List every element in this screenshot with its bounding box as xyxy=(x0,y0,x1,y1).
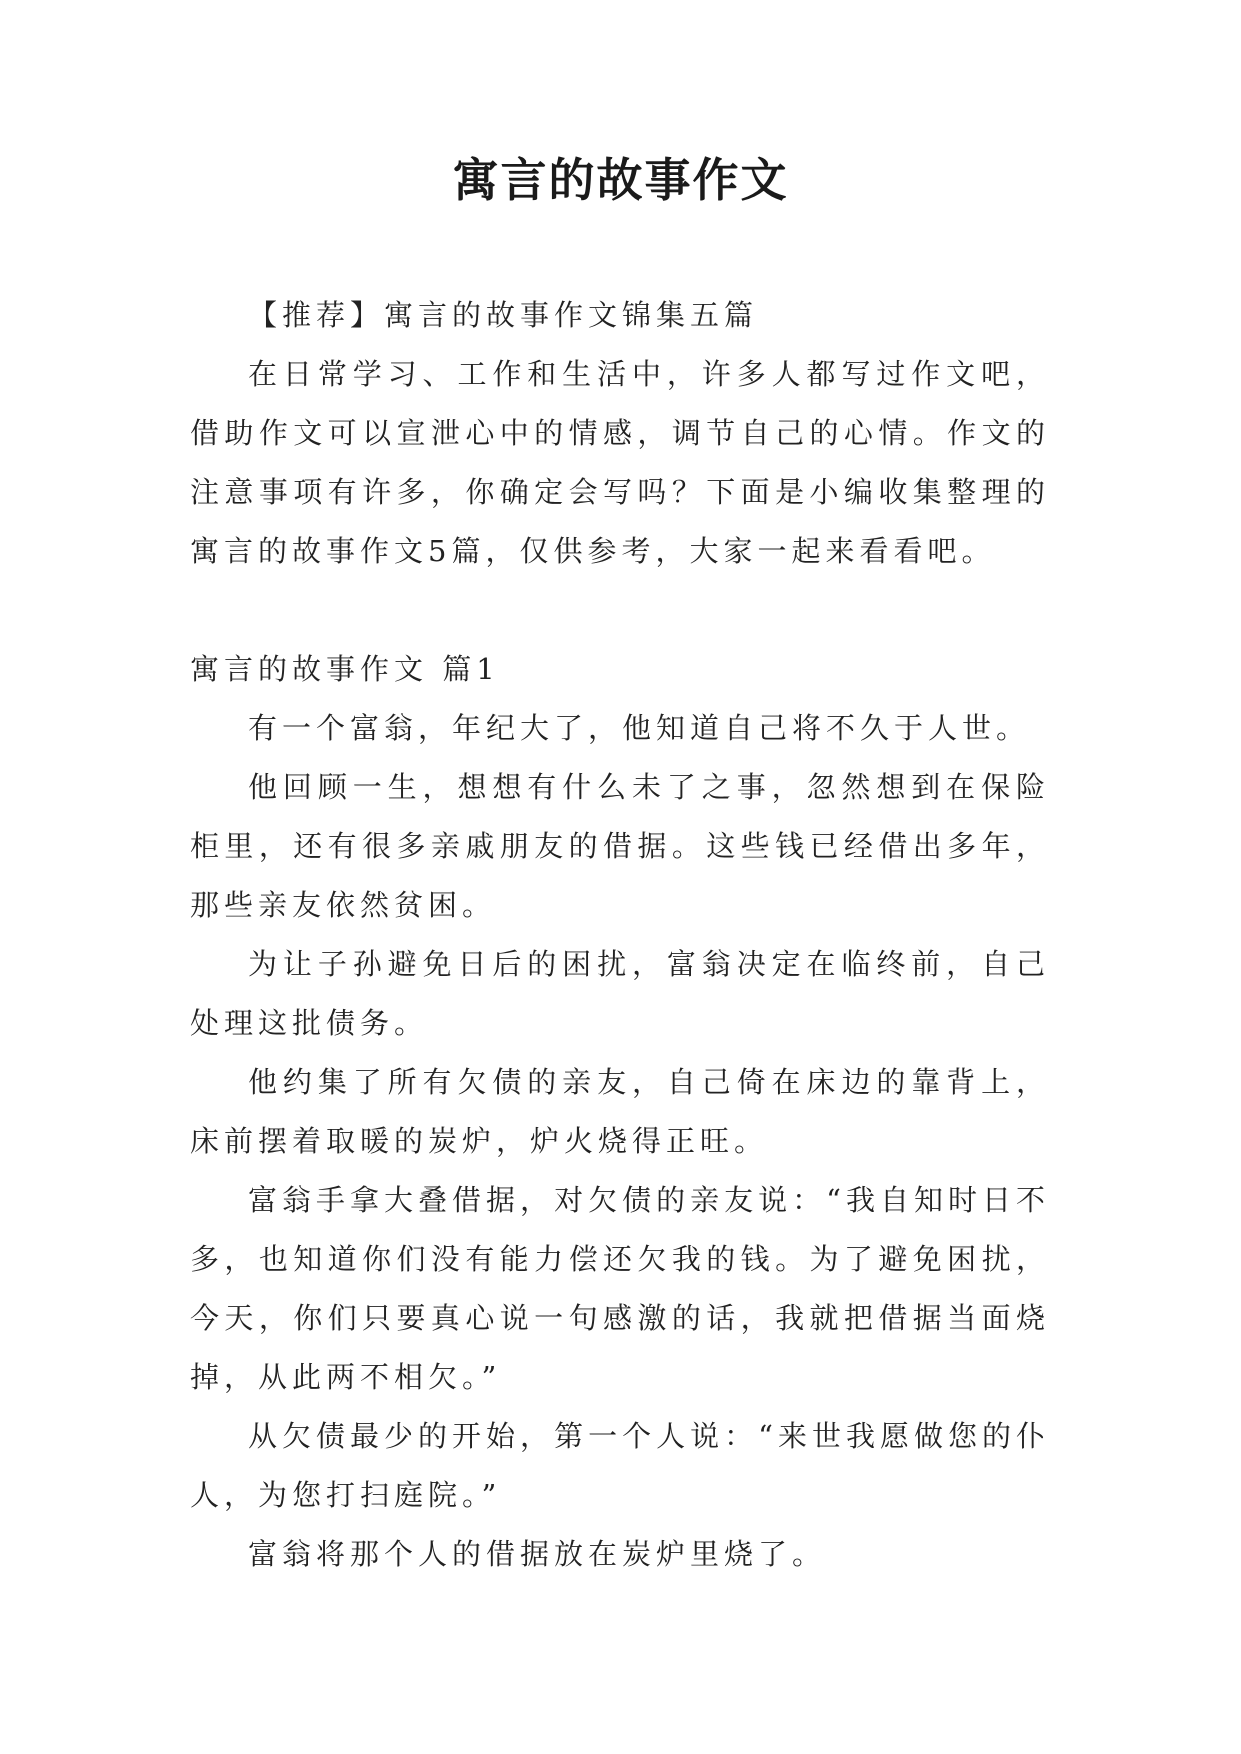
story-paragraph: 富翁手拿大叠借据，对欠债的亲友说：“我自知时日不多，也知道你们没有能力偿还欠我的钱。为了避免困扰，今天，你们只要真心说一句感激的话，我就把借据当面烧掉，从此两不相欠。” xyxy=(190,1183,1050,1394)
story-paragraph: 他约集了所有欠债的亲友，自己倚在床边的靠背上，床前摆着取暖的炭炉，炉火烧得正旺。 xyxy=(190,1065,1050,1158)
story-paragraph: 富翁将那个人的借据放在炭炉里烧了。 xyxy=(248,1537,827,1571)
document-title: 寓言的故事作文 xyxy=(452,153,789,207)
section-spacer xyxy=(190,581,1050,640)
story-paragraph: 为让子孙避免日后的困扰，富翁决定在临终前，自己处理这批债务。 xyxy=(190,947,1050,1040)
section-heading: 寓言的故事作文 篇1 xyxy=(190,652,500,686)
story-paragraph: 他回顾一生，想想有什么未了之事，忽然想到在保险柜里，还有很多亲戚朋友的借据。这些钱已经借出多年，那些亲友依然贫困。 xyxy=(190,770,1050,922)
intro-line: 【推荐】寓言的故事作文锦集五篇 xyxy=(248,298,759,332)
intro-paragraph: 在日常学习、工作和生活中，许多人都写过作文吧，借助作文可以宣泄心中的情感，调节自己的心情。作文的注意事项有许多，你确定会写吗？下面是小编收集整理的寓言的故事作文5篇，仅供参考，大家一起来看看吧。 xyxy=(190,357,1050,568)
story-paragraph: 有一个富翁，年纪大了，他知道自己将不久于人世。 xyxy=(248,711,1031,745)
story-paragraph: 从欠债最少的开始，第一个人说：“来世我愿做您的仆人，为您打扫庭院。” xyxy=(190,1419,1050,1512)
document-body xyxy=(190,286,1050,1584)
